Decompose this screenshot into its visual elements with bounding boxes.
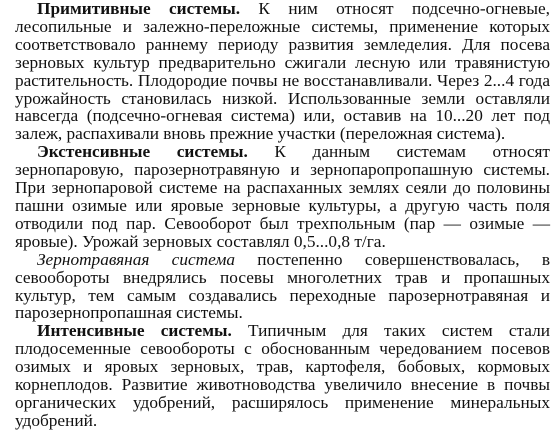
paragraph-primitive-systems: [15, 0, 550, 143]
paragraph-text-primitive: К ним относят подсечно-огневые, лесопильные и залежно-переложные системы, применение которых соответствовало раннему периоду развития земледелия. Для посева зерновых культур предварительно сжигали лесную или травянистую растительность. Плодородие почвы не восстанавливали. Через 2...4 года урожайность становилась низкой. Использованные земли оставляли навсегда (подсечно-огневая система) или, оставив на 10...20 лет под залеж, распахивали вновь прежние участки (переложная система).: [15, 0, 550, 144]
paragraph-text-grass-grain: постепенно совершенствовалась, в севообороты внедрялись посевы многолетних трав и пропашных культур, тем самым создавались переходные парозернотравяная и парозернопропашная системы.: [15, 249, 550, 323]
term-grass-grain-system: Зернотравяная система: [37, 249, 236, 269]
paragraph-grass-grain-system: [15, 251, 550, 323]
paragraph-text-intensive: Типичным для таких систем стали плодосеменные севообороты с обоснованным чередованием посевов озимых и яровых зерновых, трав, картофеля, бобовых, кормовых корнеплодов. Развитие животноводства увеличило внесение в почвы органических удобрений, расширялось применение минеральных удобрений.: [15, 321, 550, 430]
paragraph-extensive-systems: [15, 143, 550, 250]
section-heading-intensive: Интенсивные системы.: [37, 321, 232, 341]
section-heading-extensive: Экстенсивные системы.: [37, 142, 248, 162]
section-heading-primitive: Примитивные системы.: [37, 0, 241, 18]
paragraph-intensive-systems: [15, 322, 550, 429]
paragraph-text-extensive: К данным системам относят зернопаровую, парозернотравяную и зернопаропропашную системы. При зернопаровой системе на распаханных землях сеяли до половины пашни озимые или яровые зерновые культуры, а другую часть поля отводили под пар. Севооборот был трехпольным (пар — озимые — яровые). Урожай зерновых составлял 0,5...0,8 т/га.: [15, 142, 550, 251]
